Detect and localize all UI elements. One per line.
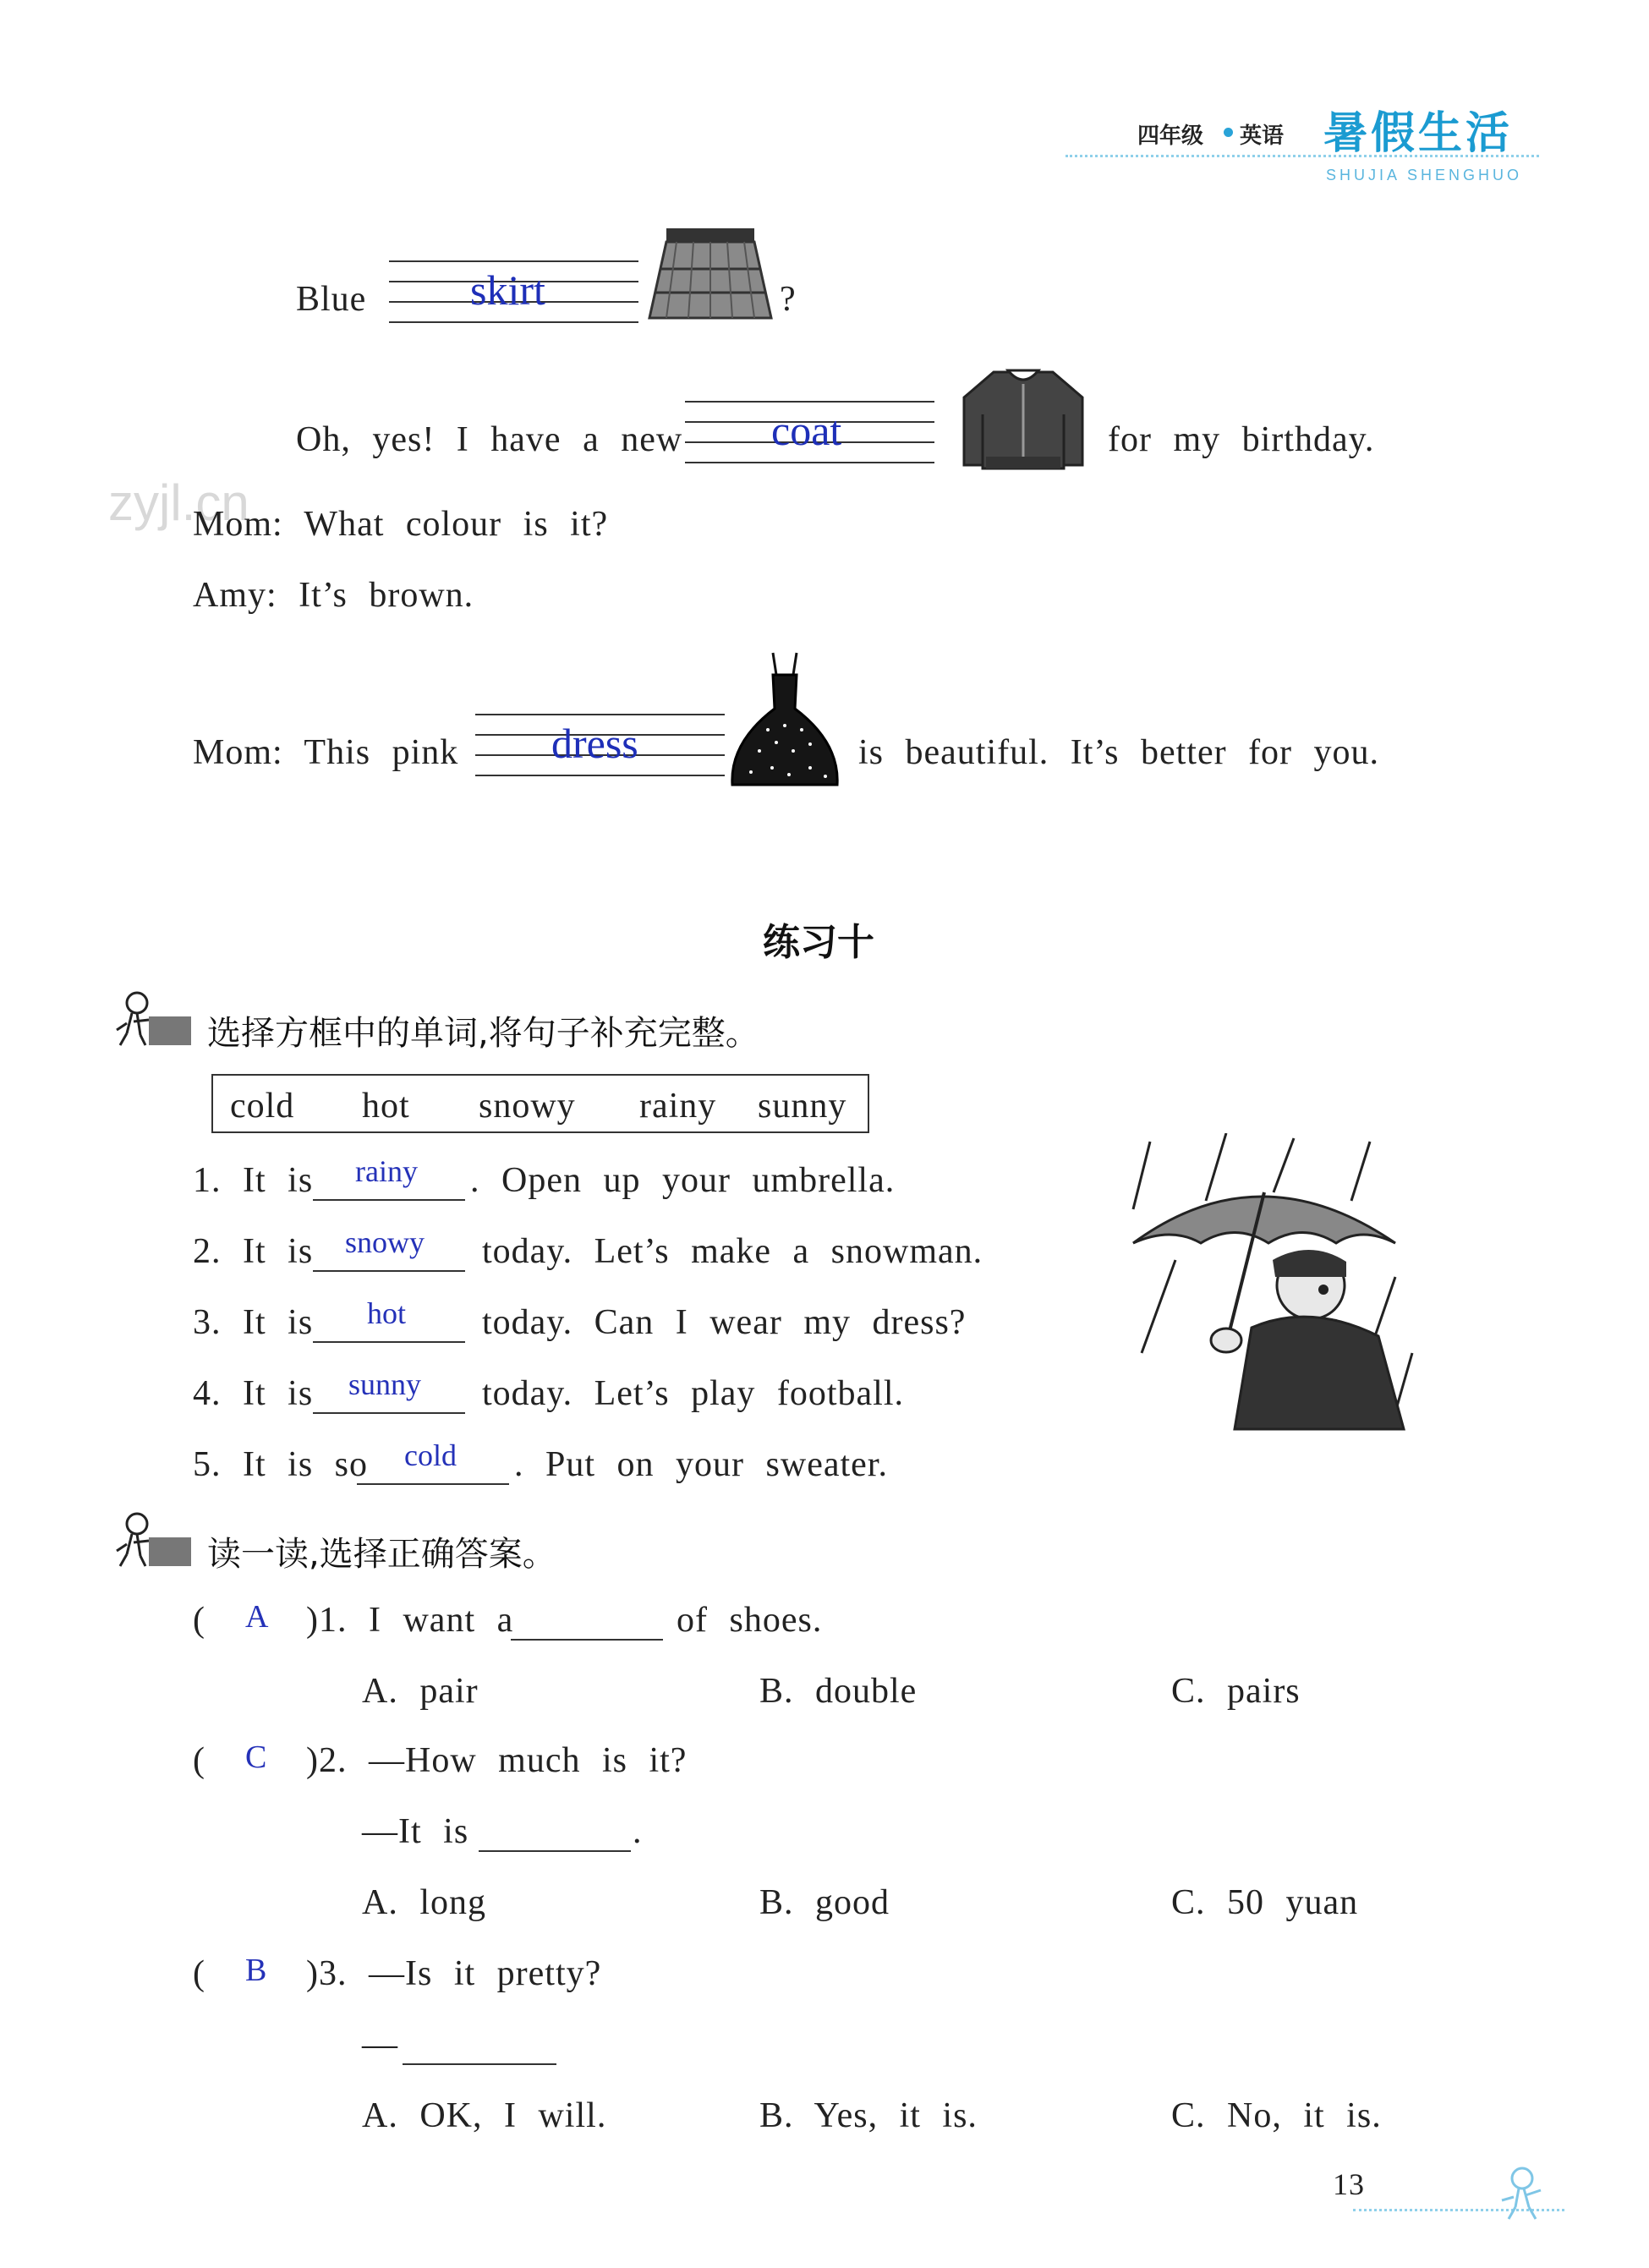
q2-stem: )2. —How much is it? bbox=[306, 1741, 688, 1780]
q1-stem-end: of shoes. bbox=[677, 1601, 823, 1640]
q2-line2-end: . bbox=[633, 1812, 643, 1851]
q1-option-c: C. pairs bbox=[1171, 1672, 1301, 1711]
line1-prefix: Blue bbox=[296, 280, 367, 319]
item5-answer: cold bbox=[404, 1438, 457, 1472]
item3-prefix: 3. It is bbox=[193, 1303, 314, 1342]
q2-line2: —It is bbox=[362, 1812, 469, 1851]
q2-paren: ( bbox=[193, 1741, 205, 1780]
q3-option-b: B. Yes, it is. bbox=[759, 2096, 978, 2135]
item1-prefix: 1. It is bbox=[193, 1161, 314, 1200]
part2-instruction: 读一读,选择正确答案。 bbox=[207, 1535, 556, 1574]
q2-blank bbox=[479, 1850, 631, 1852]
item1-suffix: . Open up your umbrella. bbox=[470, 1161, 896, 1200]
item3-blank bbox=[313, 1341, 465, 1343]
q1-option-b: B. double bbox=[759, 1672, 918, 1711]
umbrella-rain-image bbox=[1125, 1133, 1421, 1438]
q3-blank bbox=[403, 2063, 556, 2065]
line3: Mom: What colour is it? bbox=[193, 505, 609, 544]
task-icon bbox=[112, 989, 196, 1049]
item5-blank bbox=[357, 1483, 509, 1485]
brand-pinyin: SHUJIA SHENGHUO bbox=[1326, 167, 1523, 184]
item5-suffix: . Put on your sweater. bbox=[514, 1445, 888, 1484]
q3-paren: ( bbox=[193, 1954, 205, 1993]
line5-answer: dress bbox=[551, 720, 638, 767]
line5-suffix: is beautiful. It’s better for you. bbox=[858, 733, 1380, 772]
part1-instruction: 选择方框中的单词,将句子补充完整。 bbox=[207, 1014, 759, 1053]
dress-image bbox=[726, 649, 844, 792]
item4-prefix: 4. It is bbox=[193, 1374, 314, 1413]
header-grade: 四年级 bbox=[1137, 123, 1204, 149]
item2-prefix: 2. It is bbox=[193, 1232, 314, 1271]
line2-answer: coat bbox=[771, 407, 842, 454]
item1-blank bbox=[313, 1199, 465, 1201]
q2-answer: C bbox=[245, 1739, 267, 1775]
item2-suffix: today. Let’s make a snowman. bbox=[482, 1232, 983, 1271]
word-box-item: rainy bbox=[639, 1087, 717, 1126]
item4-answer: sunny bbox=[348, 1367, 422, 1401]
line4: Amy: It’s brown. bbox=[193, 576, 474, 615]
section-title: 练习十 bbox=[763, 921, 874, 964]
q2-option-a: A. long bbox=[362, 1883, 486, 1922]
q1-option-a: A. pair bbox=[362, 1672, 479, 1711]
q3-line2: — bbox=[362, 2025, 398, 2064]
item5-prefix: 5. It is so bbox=[193, 1445, 369, 1484]
skirt-image bbox=[643, 227, 778, 326]
word-box-item: snowy bbox=[479, 1087, 576, 1126]
footer-mascot-icon bbox=[1498, 2165, 1566, 2224]
line2-suffix: for my birthday. bbox=[1108, 420, 1375, 459]
watermark: zyjl.cn bbox=[108, 474, 249, 531]
q2-option-c: C. 50 yuan bbox=[1171, 1883, 1359, 1922]
q1-paren: ( bbox=[193, 1601, 205, 1640]
word-box-item: sunny bbox=[758, 1087, 847, 1126]
coat-image bbox=[956, 364, 1091, 474]
word-box-item: hot bbox=[362, 1087, 410, 1126]
q3-stem: )3. —Is it pretty? bbox=[306, 1954, 602, 1993]
q3-option-c: C. No, it is. bbox=[1171, 2096, 1382, 2135]
item4-suffix: today. Let’s play football. bbox=[482, 1374, 905, 1413]
word-box-item: cold bbox=[230, 1087, 295, 1126]
brand-logo: 暑假生活 bbox=[1323, 108, 1514, 159]
q3-answer: B bbox=[245, 1953, 267, 1988]
task-icon bbox=[112, 1510, 196, 1570]
header-dotted-line bbox=[1066, 155, 1539, 157]
q1-answer: A bbox=[245, 1599, 269, 1635]
item2-answer: snowy bbox=[345, 1225, 425, 1259]
q1-blank bbox=[511, 1639, 663, 1641]
line2-prefix: Oh, yes! I have a new bbox=[296, 420, 683, 459]
line5-prefix: Mom: This pink bbox=[193, 733, 459, 772]
q1-stem: )1. I want a bbox=[306, 1601, 514, 1640]
bullet-dot bbox=[1224, 128, 1233, 137]
line1-suffix: ? bbox=[780, 280, 797, 319]
item2-blank bbox=[313, 1270, 465, 1272]
page-number: 13 bbox=[1333, 2167, 1365, 2201]
q3-option-a: A. OK, I will. bbox=[362, 2096, 607, 2135]
item3-answer: hot bbox=[367, 1296, 407, 1330]
item1-answer: rainy bbox=[355, 1154, 418, 1188]
q2-option-b: B. good bbox=[759, 1883, 890, 1922]
item4-blank bbox=[313, 1412, 465, 1414]
header-subject: 英语 bbox=[1240, 123, 1285, 149]
item3-suffix: today. Can I wear my dress? bbox=[482, 1303, 967, 1342]
line1-answer: skirt bbox=[470, 266, 545, 314]
